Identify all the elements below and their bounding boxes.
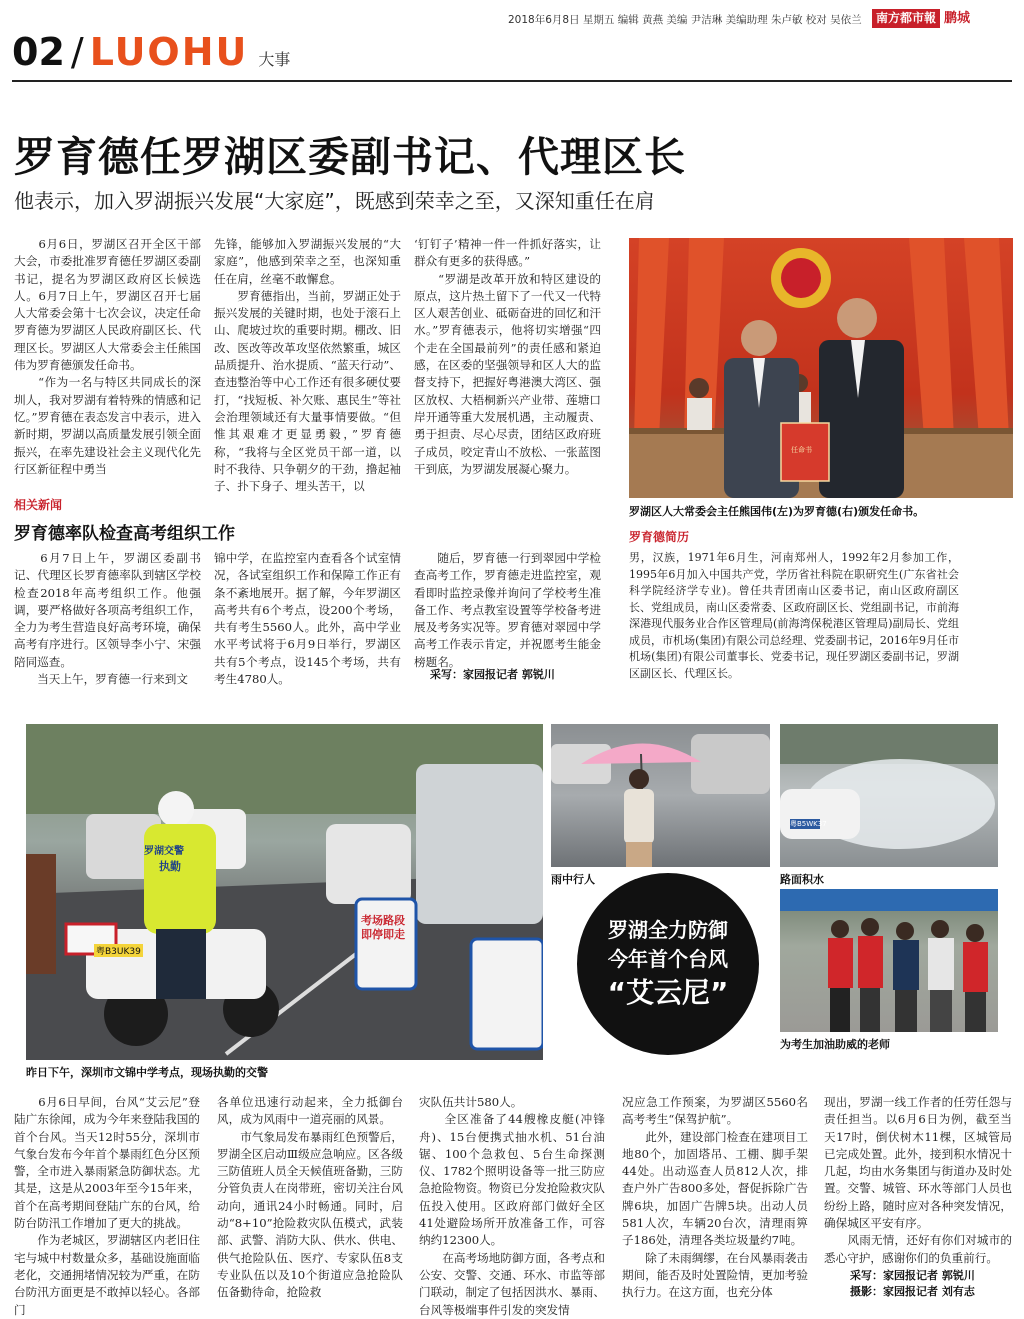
main-headline: 罗育德任罗湖区委副书记、代理区长 [14, 133, 686, 181]
exam-sign-text: 考场路段 即停即走 [361, 914, 405, 941]
flooded-road-scene [780, 724, 998, 867]
main-subhead: 他表示，加入罗湖振兴发展“大家庭”，既感到荣幸之至，又深知重任在肩 [14, 189, 655, 213]
car-plate: 粤B5WK37 [790, 820, 827, 828]
section-name: LUOHU [89, 30, 249, 74]
rain-pedestrian-photo [551, 724, 770, 867]
typhoon-col-5: 现出，罗湖一线工作者的任劳任怨与责任担当。以6月6日为例，截至当天17时，倒伏树木11棵，区城管局已完成处置。此外，接到积水情况十几起，均由水务集团与街道办及时处置。交警、城管、环水等部门人员也纷纷上路，随时应对各种突发情况，确保城区平安有序。 风雨无情，还好有你们对城市的悉心守护，感谢你们的负重前行。 [824, 1095, 1012, 1265]
section-label: 大事 [258, 50, 291, 69]
typhoon-col-1: 6月6日早间，台风“艾云尼”登陆广东徐闻，成为今年来登陆我国的首个台风。当天12时55分，深圳市气象台发布今年首个暴雨红色分区预警，全市进入暴雨紧急防御状态。尤其是，这是从2003年至今15年来，首个在高考期间登陆广东的台风，给防台防汛工作增加了更大的挑战。 作为老城区，罗湖辖区内老旧住宅与城中村数量众多，基础设施面临老化，交通拥堵情况较为严重，在防台防汛方面更是不敢掉以轻心。各部门 [14, 1095, 200, 1317]
related-news-col-1: 6月7日上午，罗湖区委副书记、代理区长罗育德率队到辖区学校检查2018年高考组织工作。他强调，要严格做好各项高考组织工作，全力为考生营造良好高考环境，确保高考有序进行。区领导李小宁、宋强陪同巡查。 当天上午，罗育德一行来到文 [14, 551, 201, 687]
certificate-label: 任命书 [791, 446, 812, 454]
paper-logo [872, 9, 1014, 28]
flooded-road-photo [780, 724, 998, 867]
appointment-photo-scene [629, 238, 1013, 498]
paper-name: 南方都市報 [872, 9, 940, 28]
bio-label: 罗育德简历 [629, 530, 690, 544]
related-news-label: 相关新闻 [14, 498, 63, 512]
rain-pedestrian-caption: 雨中行人 [551, 873, 595, 886]
typhoon-title-circle [574, 870, 762, 1058]
appointment-photo-caption: 罗湖区人大常委会主任熊国伟(左)为罗育德(右)颁发任命书。 [629, 505, 925, 518]
rain-pedestrian-scene [551, 724, 770, 867]
section-header [12, 30, 290, 74]
typhoon-col-2: 各单位迅速行动起来，全力抵御台风，成为风雨中一道亮丽的风景。 市气象局发布暴雨红色预警后，罗湖全区启动Ⅲ级应急响应。区各级三防值班人员全天候值班备勤，三防分管负责人在岗带班，密切关注台风动向，通讯24小时畅通。同时，启动“8+10”抢险救灾队伍模式，武装部、武警、消防大队、供水、供电、供气抢险队伍、医疗、专家队伍8支专业队伍以及10个街道应急抢险队伍备勤待命，抢险救 [217, 1095, 403, 1300]
traffic-police-scene [26, 724, 543, 1060]
main-story-col-3: ‘钉钉子’精神一件一件抓好落实，让群众有更多的获得感。” “罗湖是改革开放和特区建设的原点，这片热土留下了一代又一代特区人艰苦创业、砥砺奋进的回忆和汗水。”罗育德表示，他将切实增强“四个走在全国最前列”的责任感和紧迫感，在区委的坚强领导和区人大的监督支持下，把握好粤港澳大湾区、强区放权、大梧桐新兴产业带、莲塘口岸开通等重大发展机遇，主动履责、勇于担责、尽心尽责，团结区政府班子成员，咬定青山不放松、一张蓝图干到底，为罗湖发展凝心聚力。 [414, 237, 601, 476]
motorcycle-plate: 粤B3UK39 [94, 944, 143, 957]
teachers-scene [780, 889, 998, 1032]
appointment-photo [629, 238, 1013, 498]
header-rule [12, 80, 1012, 82]
paper-sub: 鹏城 [944, 11, 971, 26]
bio-text: 男，汉族，1971年6月生，河南郑州人，1992年2月参加工作，1995年6月加入中国共产党，学历省社科院在职研究生(广东省社会科学院经济学专业)。曾任共青团南山区委书记，南山区政府副区长、党组成员，南山区委常委、区政府副区长、党组副书记，市前海深港现代服务业合作区管理局(前海湾保税港区管理局)副局长、党组成员，市机场(集团)有限公司总经理、党委副书记，2016年9月任市机场(集团)有限公司董事长、党委书记，现任罗湖区委副书记，罗湖区副区长、代理区长。 [629, 551, 959, 680]
date-line: 2018年6月8日 星期五 编辑 黄燕 美编 尹洁琳 美编助理 朱卢敏 校对 吴依兰 [508, 14, 862, 26]
related-news-credit: 采写：家园报记者 郭锐川 [430, 668, 555, 681]
typhoon-col-3: 灾队伍共计580人。 全区准备了44艘橡皮艇(冲锋舟)、15台便携式抽水机、51台油锯、100个急救包、5台生命探测仪、1782个照明设备等一批三防应急抢险物资。物资已分发抢险救灾队伍投入使用。区政府部门做好全区41处避险场所开放准备工作，可容纳约12300人。 在高考场地防御方面，各考点和公安、交警、交通、环水、市监等部门联动，制定了包括因洪水、暴雨、台风等极端事件引发的突发情 [419, 1095, 605, 1317]
flooded-road-caption: 路面积水 [780, 873, 824, 886]
related-news-col-3: 随后，罗育德一行到翠园中学检查高考工作，罗育德走进监控室，观看即时监控录像并询问了学校考生准备工作、考点教室设置等学校备考进展及考务实况等。罗育德对翠园中学高考工作表示肯定，并祝愿考生能金榜题名。 [414, 551, 601, 669]
section-slash: / [70, 30, 84, 74]
typhoon-title-line-1: 罗湖全力防御 [608, 918, 728, 942]
page-number: 02 [12, 30, 65, 74]
traffic-police-caption: 昨日下午，深圳市文锦中学考点，现场执勤的交警 [26, 1066, 268, 1079]
typhoon-title-line-3: “艾云尼” [607, 976, 729, 1009]
typhoon-title-line-2: 今年首个台风 [608, 947, 728, 971]
main-story-col-2: 先锋，能够加入罗湖振兴发展的“大家庭”，他感到荣幸之至，也深知重任在肩，丝毫不敢懈怠。 罗育德指出，当前，罗湖正处于振兴发展的关键时期，也处于滚石上山、爬坡过坎的重要时期。棚改、旧改、医改等改革攻坚依然繁重，城区品质提升、治水提质、“蓝天行动”、查违整治等中心工作还有很多硬仗要打，“找短板、补欠账、惠民生”等社会治理领域还有大量事情要做。“但惟其艰难才更显勇毅，”罗育德称，“我将与全区党员干部一道，以时不我待、只争朝夕的干劲，撸起袖子、扑下身子、埋头苦干，以 [214, 237, 401, 494]
related-news-title: 罗育德率队检查高考组织工作 [14, 524, 235, 544]
teachers-photo [780, 889, 998, 1032]
police-vest-text-2: 执勤 [159, 860, 181, 873]
police-vest-text: 罗湖交警 [144, 846, 184, 857]
main-story-col-1: 6月6日，罗湖区召开全区干部大会，市委批准罗育德任罗湖区委副书记，提名为罗湖区政府区长候选人。6月7日上午，罗湖区召开七届人大常委会第十七次会议，决定任命罗育德为罗湖区人民政府副区长、代理区长。罗湖区人大常委会主任熊国伟为罗育德颁发任命书。 “作为一名与特区共同成长的深圳人，我对罗湖有着特殊的情感和记忆。”罗育德在表态发言中表示，进入新时期，罗湖以高质量发展引领全面振兴，在率先建设社会主义现代化先行区新征程中勇当 [14, 237, 201, 476]
typhoon-col-4: 况应急工作预案，为罗湖区5560名高考考生“保驾护航”。 此外，建设部门检查在建项目工地80个，加固塔吊、工棚、脚手架44处。出动巡查人员812人次，排查户外广告800多处，督促拆除广告牌6块，加固广告牌5块。出动人员581人次，车辆20台次，清理雨箅子186处，清理各类垃圾量约7吨。 除了未雨绸缪，在台风暴雨袭击期间，能否及时处置险情，更加考验执行力。在这方面，也充分体 [622, 1095, 808, 1300]
traffic-police-photo [26, 724, 543, 1060]
related-news-col-2: 锦中学，在监控室内查看各个试室情况，各试室组织工作和保障工作正有条不紊地展开。据了解，今年罗湖区高考共有6个考点，设200个考场，共有考生5560人。此外，高中学业水平考试将于6月9日举行，罗湖区共有5个考点，设145个考场，共有考生4780人。 [214, 551, 401, 687]
typhoon-credit: 采写：家园报记者 郭锐川 摄影：家园报记者 刘有志 [850, 1269, 975, 1298]
teachers-caption: 为考生加油助威的老师 [780, 1038, 890, 1051]
